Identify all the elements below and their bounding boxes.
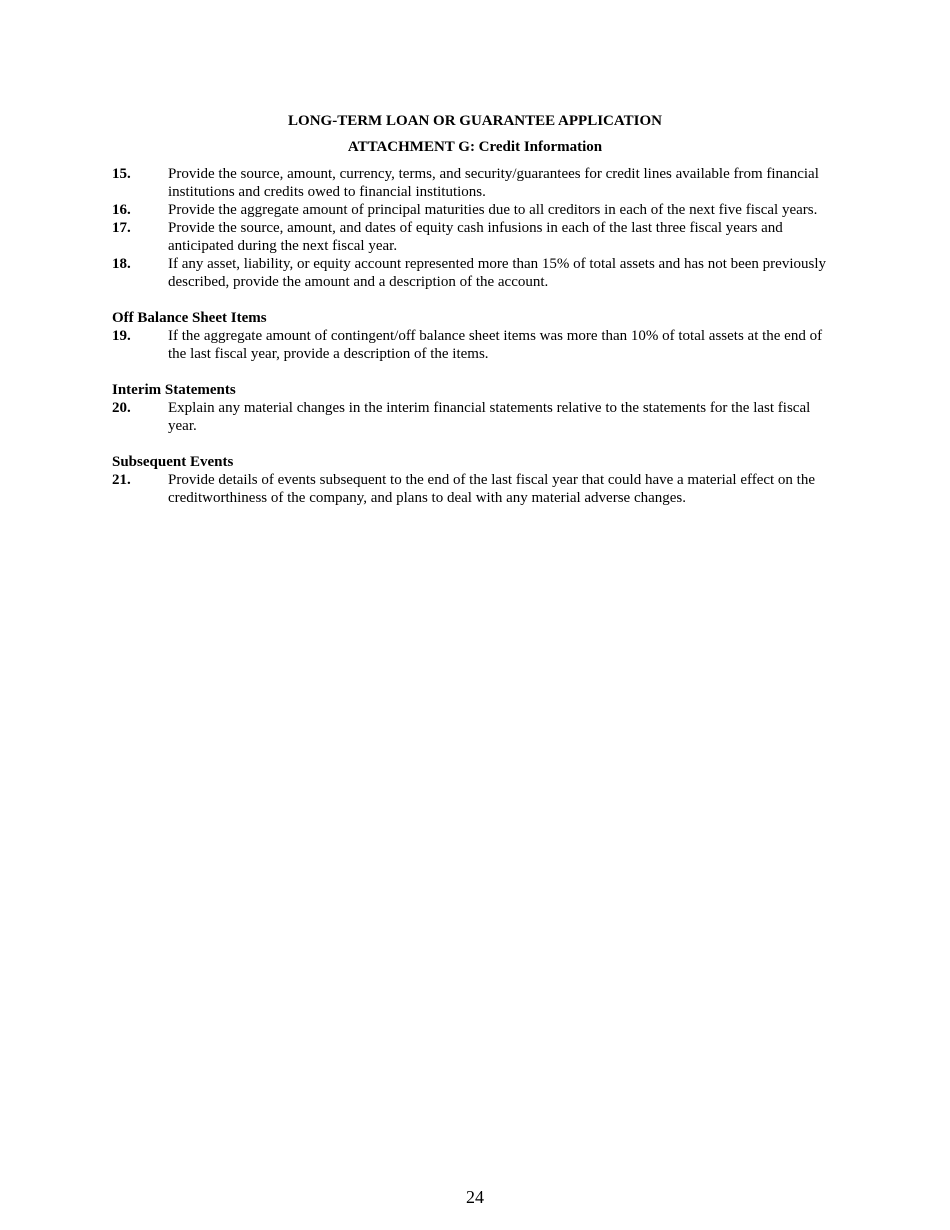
section-heading-off-balance-sheet: Off Balance Sheet Items <box>112 310 267 326</box>
item-text: Provide the aggregate amount of principal maturities due to all creditors in each of the next five fiscal years. <box>168 202 818 218</box>
list-item-15 <box>112 165 842 201</box>
section-heading-subsequent-events: Subsequent Events <box>112 454 234 470</box>
list-item-16 <box>112 201 842 219</box>
document-title: LONG-TERM LOAN OR GUARANTEE APPLICATION <box>288 113 662 129</box>
document-subtitle: ATTACHMENT G: Credit Information <box>347 139 603 155</box>
list-item-18 <box>112 255 842 291</box>
item-text: If any asset, liability, or equity account represented more than 15% of total assets and has not been previously described, provide the amount and a description of the account. <box>168 256 827 290</box>
item-number: 18. <box>112 256 131 272</box>
item-number: 21. <box>112 472 131 488</box>
item-text: Explain any material changes in the interim financial statements relative to the statements for the last fiscal year. <box>168 400 811 434</box>
list-item-19 <box>112 327 842 363</box>
item-text: Provide details of events subsequent to the end of the last fiscal year that could have a material effect on the creditworthiness of the company, and plans to deal with any material adverse changes. <box>168 472 815 506</box>
item-text: If the aggregate amount of contingent/off balance sheet items was more than 10% of total assets at the end of the last fiscal year, provide a description of the items. <box>168 328 823 362</box>
item-number: 17. <box>112 220 131 236</box>
item-number: 15. <box>112 166 131 182</box>
item-number: 19. <box>112 328 131 344</box>
document-body <box>112 165 842 507</box>
item-text: Provide the source, amount, currency, terms, and security/guarantees for credit lines available from financial institutions and credits owed to financial institutions. <box>168 166 819 200</box>
list-item-21 <box>112 471 842 507</box>
page-number: 24 <box>466 1187 484 1207</box>
item-number: 20. <box>112 400 131 416</box>
item-number: 16. <box>112 202 131 218</box>
section-heading-interim-statements: Interim Statements <box>112 382 236 398</box>
list-item-20 <box>112 399 842 435</box>
list-item-17 <box>112 219 842 255</box>
item-text: Provide the source, amount, and dates of equity cash infusions in each of the last three fiscal years and anticipated during the next fiscal year. <box>168 220 783 254</box>
